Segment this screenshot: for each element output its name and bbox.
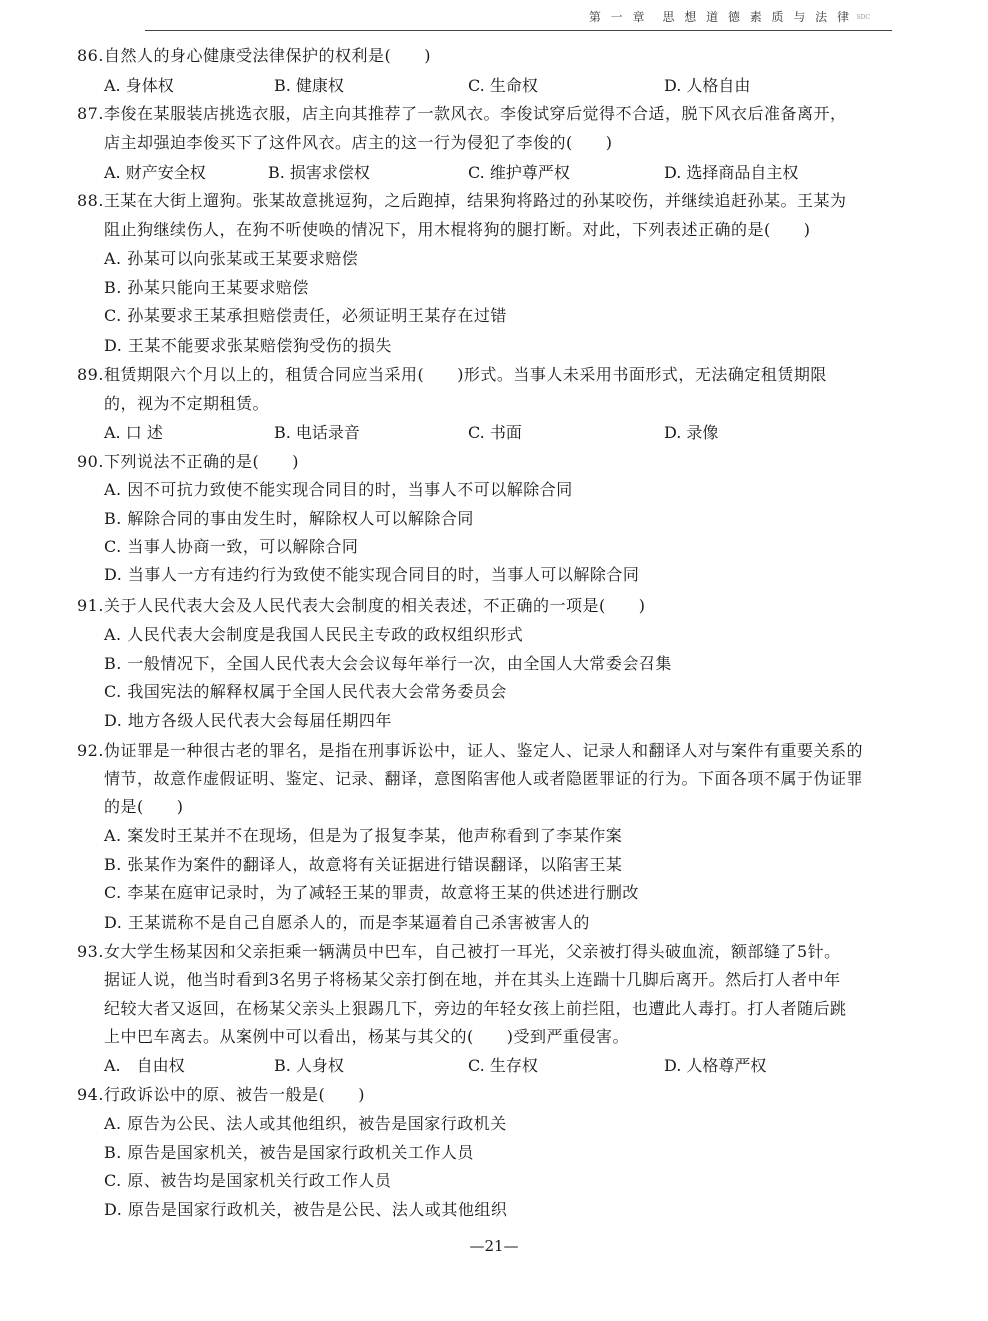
question-94-option-c: C. 原、被告均是国家机关行政工作人员 — [104, 1171, 392, 1190]
question-89-option-b: B. 电话录音 — [274, 423, 360, 442]
question-90-option-b: B. 解除合同的事由发生时，解除权人可以解除合同 — [104, 509, 474, 528]
question-88-stem-line-2: 阻止狗继续伤人，在狗不听使唤的情况下，用木棍将狗的腿打断。对此，下列表述正确的是( ) — [104, 220, 811, 239]
question-92-option-a: A. 案发时王某并不在现场，但是为了报复李某，他声称看到了李某作案 — [104, 826, 623, 845]
question-87-option-c: C. 维护尊严权 — [468, 163, 570, 182]
question-86-option-b: B. 健康权 — [274, 76, 344, 95]
question-93-option-b: B. 人身权 — [274, 1056, 344, 1075]
question-88-option-c: C. 孙某要求王某承担赔偿责任，必须证明王某存在过错 — [104, 306, 507, 325]
question-92-option-d: D. 王某谎称不是自己自愿杀人的，而是李某逼着自己杀害被害人的 — [104, 913, 590, 932]
question-94-option-a: A. 原告为公民、法人或其他组织，被告是国家行政机关 — [104, 1114, 507, 1133]
question-91-option-d: D. 地方各级人民代表大会每届任期四年 — [104, 711, 392, 730]
question-87-option-d: D. 选择商品自主权 — [664, 163, 799, 182]
question-93-stem-line-4: 上中巴车离去。从案例中可以看出，杨某与其父的( )受到严重侵害。 — [104, 1027, 629, 1046]
question-93-stem-line-3: 纪较大者又返回，在杨某父亲头上狠踢几下，旁边的年轻女孩上前拦阻，也遭此人毒打。打人者随后跳 — [104, 999, 847, 1018]
question-87-option-b: B. 损害求偿权 — [268, 163, 370, 182]
question-90-option-d: D. 当事人一方有违约行为致使不能实现合同目的时，当事人可以解除合同 — [104, 565, 640, 584]
question-92-option-b: B. 张某作为案件的翻译人，故意将有关证据进行错误翻译，以陷害王某 — [104, 855, 623, 874]
question-92-stem-line-1: 92.伪证罪是一种很古老的罪名，是指在刑事诉讼中，证人、鉴定人、记录人和翻译人对与案件有重要关系的 — [77, 741, 863, 760]
question-89-option-c: C. 书面 — [468, 423, 522, 442]
question-91-option-b: B. 一般情况下，全国人民代表大会会议每年举行一次，由全国人大常委会召集 — [104, 654, 672, 673]
chapter-title: 第 一 章 思 想 道 德 素 质 与 法 律 — [588, 10, 852, 24]
question-87-stem-line-1: 87.李俊在某服装店挑选衣服，店主向其推荐了一款风衣。李俊试穿后觉得不合适，脱下风衣后准备离开， — [77, 104, 847, 123]
question-90-option-c: C. 当事人协商一致，可以解除合同 — [104, 537, 359, 556]
question-94-option-b: B. 原告是国家机关，被告是国家行政机关工作人员 — [104, 1143, 474, 1162]
question-93-option-d: D. 人格尊严权 — [664, 1056, 767, 1075]
question-88-option-b: B. 孙某只能向王某要求赔偿 — [104, 278, 309, 297]
question-89-option-a: A. 口 述 — [104, 423, 163, 442]
question-86-option-c: C. 生命权 — [468, 76, 538, 95]
question-89-option-d: D. 录像 — [664, 423, 719, 442]
question-88-option-a: A. 孙某可以向张某或王某要求赔偿 — [104, 249, 359, 268]
question-93-stem-line-2: 据证人说，他当时看到3名男子将杨某父亲打倒在地，并在其头上连踹十几脚后离开。然后打人者中年 — [104, 970, 841, 989]
question-94-stem: 94.行政诉讼中的原、被告一般是( ) — [77, 1085, 365, 1104]
question-86-option-d: D. 人格自由 — [664, 76, 751, 95]
question-93-option-c: C. 生存权 — [468, 1056, 538, 1075]
question-92-option-c: C. 李某在庭审记录时，为了减轻王某的罪责，故意将王某的供述进行删改 — [104, 883, 639, 902]
question-91-option-a: A. 人民代表大会制度是我国人民民主专政的政权组织形式 — [104, 625, 524, 644]
question-93-option-a: A. 自由权 — [104, 1056, 185, 1075]
question-93-stem-line-1: 93.女大学生杨某因和父亲拒乘一辆满员中巴车，自己被打一耳光，父亲被打得头破血流，额部缝了5针。 — [77, 942, 841, 961]
question-92-stem-line-2: 情节，故意作虚假证明、鉴定、记录、翻译，意图陷害他人或者隐匿罪证的行为。下面各项不属于伪证罪 — [104, 769, 864, 788]
question-91-stem: 91.关于人民代表大会及人民代表大会制度的相关表述，不正确的一项是( ) — [77, 596, 646, 615]
page-number: —21— — [469, 1237, 519, 1255]
question-86-stem: 86.自然人的身心健康受法律保护的权利是( ) — [77, 46, 431, 65]
page-header — [145, 0, 892, 31]
question-86-option-a: A. 身体权 — [104, 76, 174, 95]
question-89-stem-line-1: 89.租赁期限六个月以上的，租赁合同应当采用( )形式。当事人未采用书面形式，无法确定租赁期限 — [77, 365, 827, 384]
question-88-option-d: D. 王某不能要求张某赔偿狗受伤的损失 — [104, 336, 392, 355]
question-88-stem-line-1: 88.王某在大街上遛狗。张某故意挑逗狗，之后跑掉，结果狗将路过的孙某咬伤，并继续追赶孙某。王某为 — [77, 191, 847, 210]
question-89-stem-line-2: 的，视为不定期租赁。 — [104, 394, 270, 413]
question-90-option-a: A. 因不可抗力致使不能实现合同目的时，当事人不可以解除合同 — [104, 480, 573, 499]
header-mark: SDC — [856, 14, 870, 21]
question-90-stem: 90.下列说法不正确的是( ) — [77, 452, 299, 471]
question-91-option-c: C. 我国宪法的解释权属于全国人民代表大会常务委员会 — [104, 682, 507, 701]
question-92-stem-line-3: 的是( ) — [104, 797, 184, 816]
question-87-stem-line-2: 店主却强迫李俊买下了这件风衣。店主的这一行为侵犯了李俊的( ) — [104, 133, 613, 152]
question-87-option-a: A. 财产安全权 — [104, 163, 206, 182]
question-94-option-d: D. 原告是国家行政机关，被告是公民、法人或其他组织 — [104, 1200, 508, 1219]
